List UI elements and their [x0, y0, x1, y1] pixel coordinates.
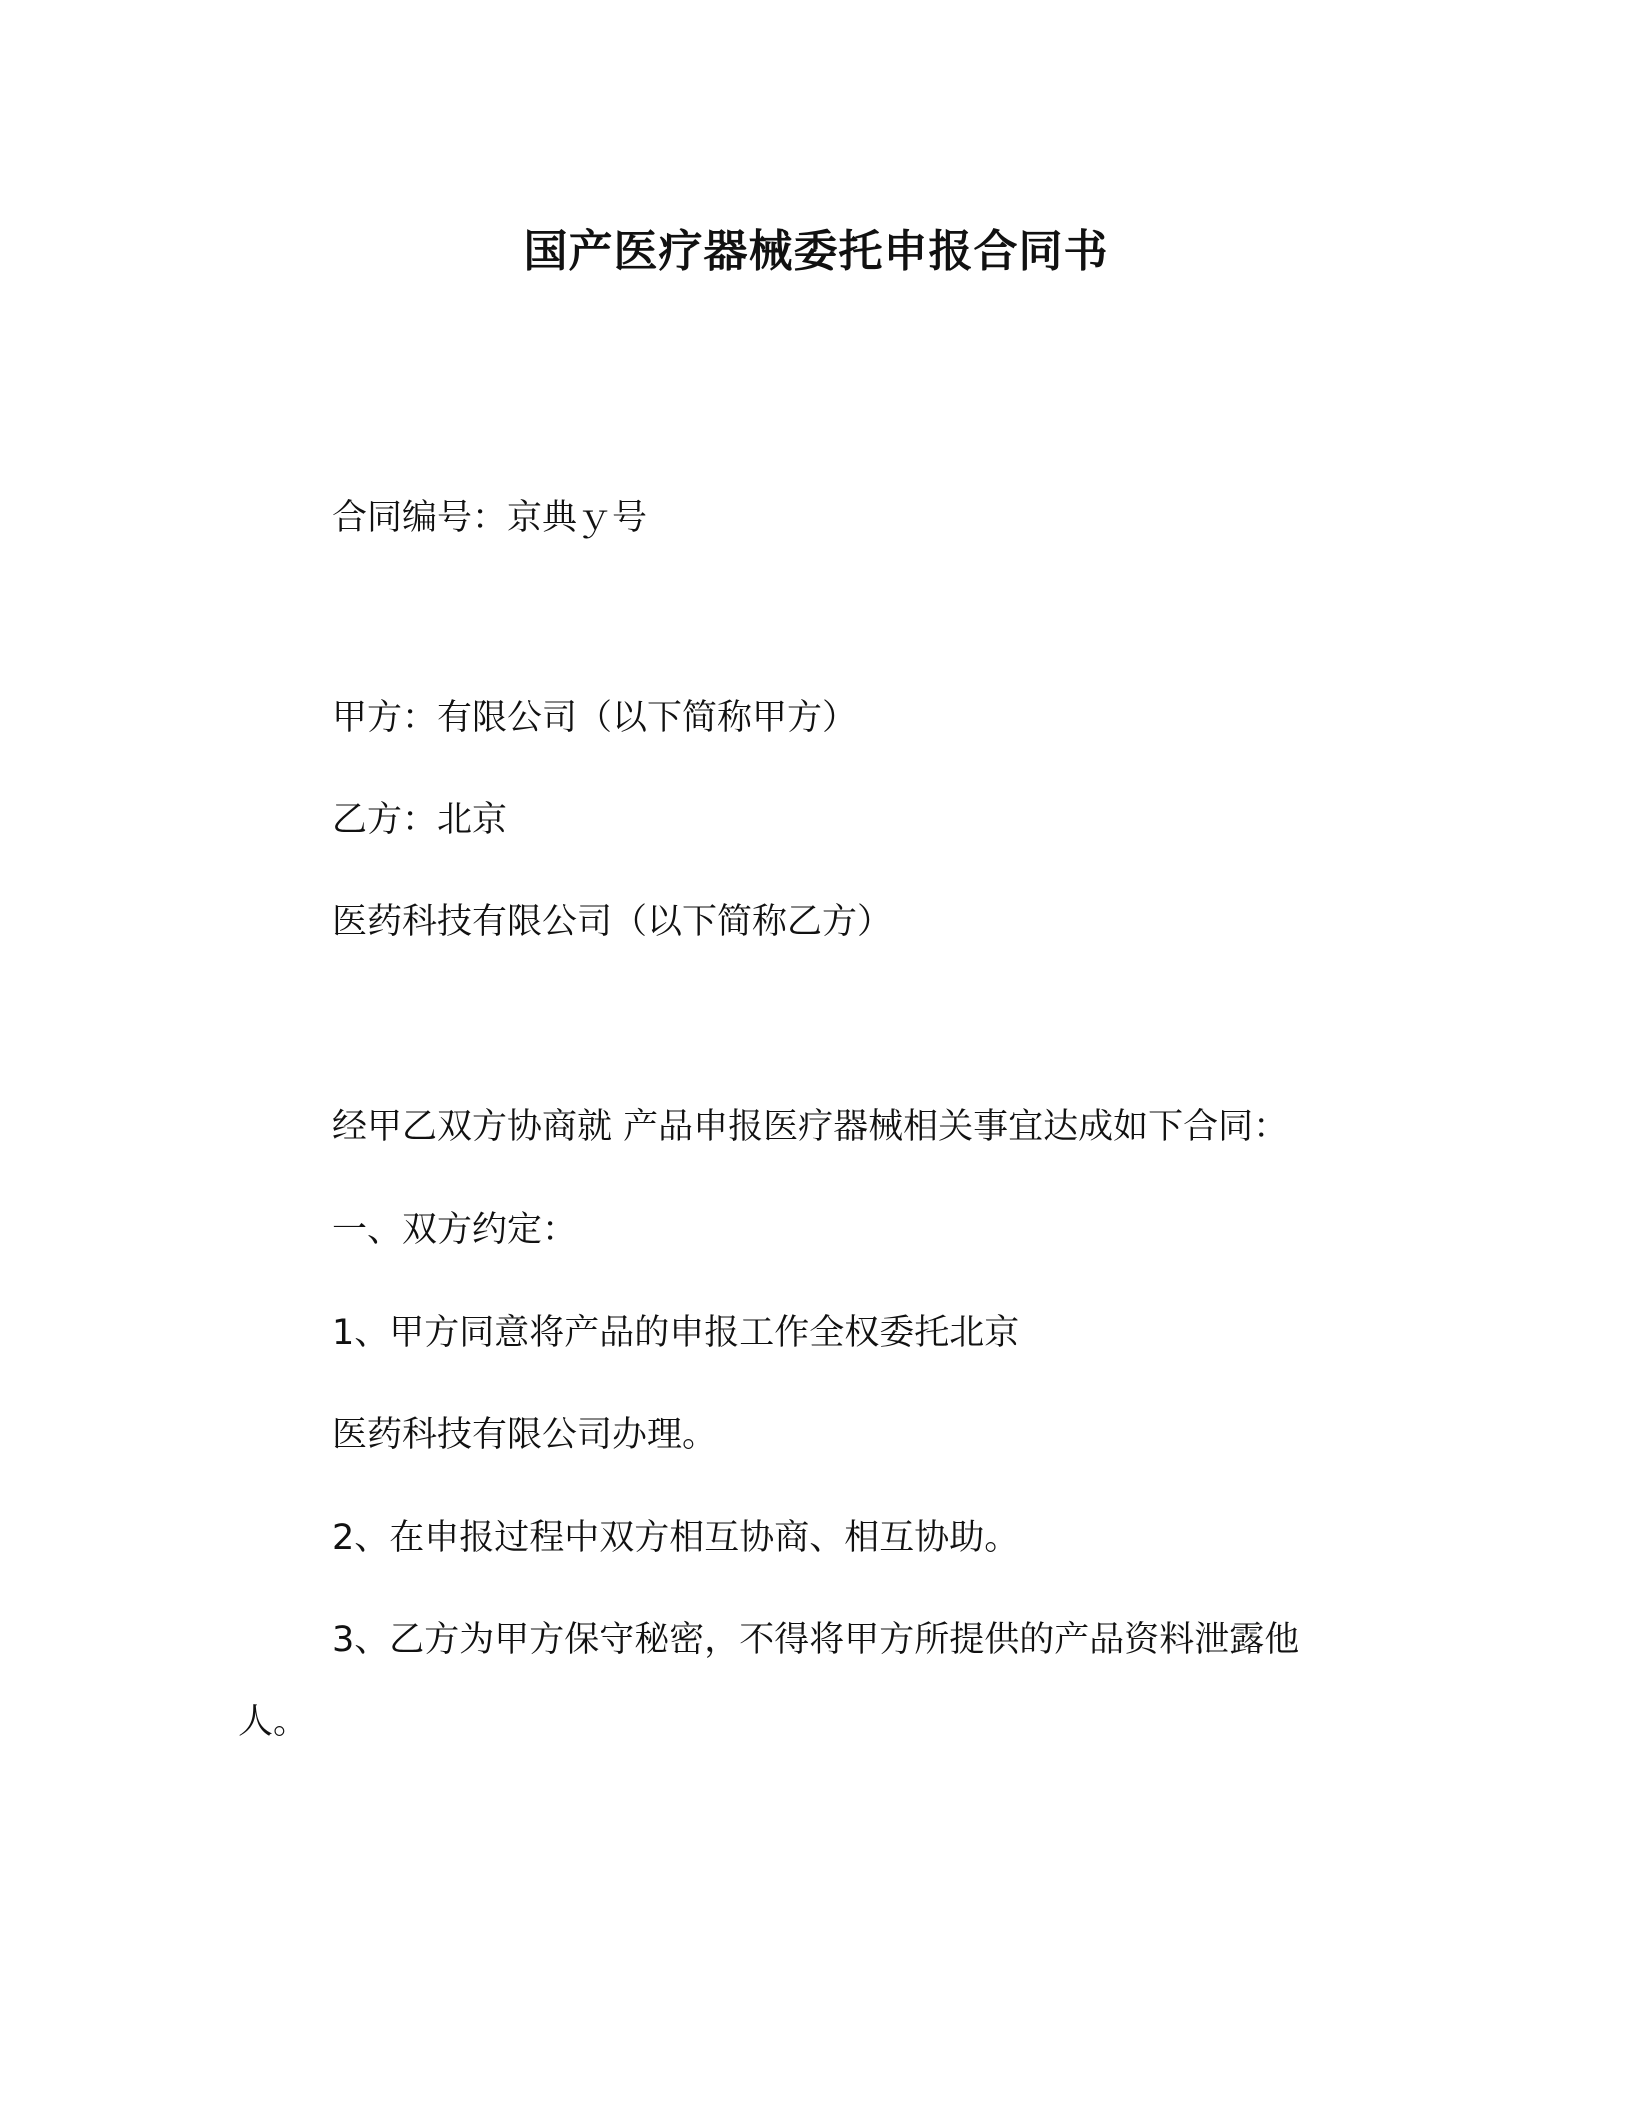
- clause-2: 2、在申报过程中双方相互协商、相互协助。: [332, 1518, 1020, 1558]
- clause-3-line2: 人。: [238, 1702, 309, 1742]
- contract-number: 合同编号：京典ｙ号: [332, 498, 648, 538]
- party-b-line1: 乙方：北京: [332, 800, 508, 840]
- party-a: 甲方：有限公司（以下简称甲方）: [332, 698, 858, 738]
- clause-1-line2: 医药科技有限公司办理。: [332, 1415, 718, 1455]
- party-b-line2: 医药科技有限公司（以下简称乙方）: [332, 902, 893, 942]
- document-title: 国产医疗器械委托申报合同书: [523, 226, 1109, 277]
- section-1-heading: 一、双方约定：: [332, 1210, 578, 1250]
- clause-1-line1: 1、甲方同意将产品的申报工作全权委托北京: [332, 1313, 1020, 1353]
- intro-paragraph: 经甲乙双方协商就 产品申报医疗器械相关事宜达成如下合同：: [332, 1107, 1289, 1147]
- clause-3-line1: 3、乙方为甲方保守秘密，不得将甲方所提供的产品资料泄露他: [332, 1620, 1300, 1660]
